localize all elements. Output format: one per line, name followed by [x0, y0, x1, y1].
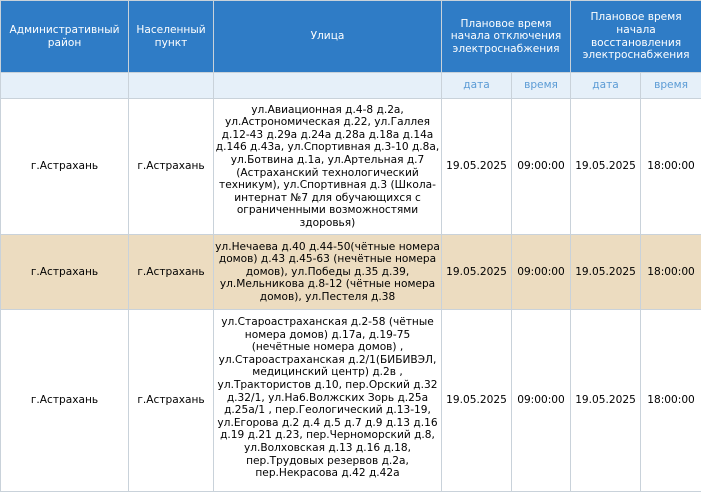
- cell-locality: г.Астрахань: [129, 99, 214, 235]
- cell-on-date: 19.05.2025: [571, 235, 641, 310]
- subheader-blank: [129, 73, 214, 99]
- table-row: [1, 235, 701, 310]
- cell-off-time: 09:00:00: [512, 310, 571, 492]
- cell-street: ул.Нечаева д.40 д.44-50(чётные номера домов) д.43 д.45-63 (нечётные номера домов), ул.Победы д.35 д.39, ул.Мельникова д.8-12 (чётные номера домов), ул.Пестеля д.38: [214, 235, 442, 310]
- col-district-header: Административный район: [1, 1, 129, 73]
- cell-street: ул.Староастраханская д.2-58 (чётные номера домов) д.17а, д.19-75 (нечётные номера домов) , ул.Староастраханская д.2/1(БИБИВЭЛ, медицинский центр) д.2в , ул.Трактористов д.10, пер.Орский д.32 д.32/1, ул.На6.Волжских Зорь д.25а д.25а/1 , пер.Геологический д.13-19, ул.Егорова д.2 д.4 д.5 д.7 д.9 д.13 д.16 д.19 д.21 д.23, пер.Черноморский д.8, ул.Волховская д.13 д.16 д.18, пер.Трудовых резервов д.2а, пер.Некрасова д.42 д.42а: [214, 310, 442, 492]
- subheader-blank: [214, 73, 442, 99]
- table-row: [1, 99, 701, 235]
- col-street-header: Улица: [214, 1, 442, 73]
- cell-on-time: 18:00:00: [641, 310, 701, 492]
- col-planned-off-header: Плановое время начала отключения электроснабжения: [442, 1, 571, 73]
- cell-on-date: 19.05.2025: [571, 310, 641, 492]
- cell-locality: г.Астрахань: [129, 235, 214, 310]
- cell-off-date: 19.05.2025: [442, 310, 512, 492]
- cell-off-date: 19.05.2025: [442, 99, 512, 235]
- cell-off-date: 19.05.2025: [442, 235, 512, 310]
- subheader-blank: [1, 73, 129, 99]
- cell-on-time: 18:00:00: [641, 99, 701, 235]
- cell-district: г.Астрахань: [1, 99, 129, 235]
- cell-district: г.Астрахань: [1, 310, 129, 492]
- subheader-off-time: время: [512, 73, 571, 99]
- subheader-on-date: дата: [571, 73, 641, 99]
- cell-district: г.Астрахань: [1, 235, 129, 310]
- col-locality-header: Населенный пункт: [129, 1, 214, 73]
- subheader-off-date: дата: [442, 73, 512, 99]
- subheader-on-time: время: [641, 73, 701, 99]
- header-row: [1, 1, 701, 73]
- cell-on-date: 19.05.2025: [571, 99, 641, 235]
- subheader-row: [1, 73, 701, 99]
- cell-off-time: 09:00:00: [512, 235, 571, 310]
- cell-off-time: 09:00:00: [512, 99, 571, 235]
- table-row: [1, 310, 701, 492]
- cell-locality: г.Астрахань: [129, 310, 214, 492]
- cell-on-time: 18:00:00: [641, 235, 701, 310]
- col-planned-on-header: Плановое время начала восстановления электроснабжения: [571, 1, 701, 73]
- cell-street: ул.Авиационная д.4-8 д.2а, ул.Астрономическая д.22, ул.Галлея д.12-43 д.29а д.24а д.28а д.18а д.14а д.146 д.43а, ул.Спортивная д.3-10 д.8а, ул.Ботвина д.1а, ул.Артельная д.7 (Астраханский технологический техникум), ул.Спортивная д.3 (Школа-интернат №7 для обучающихся с ограниченными возможностями здоровья): [214, 99, 442, 235]
